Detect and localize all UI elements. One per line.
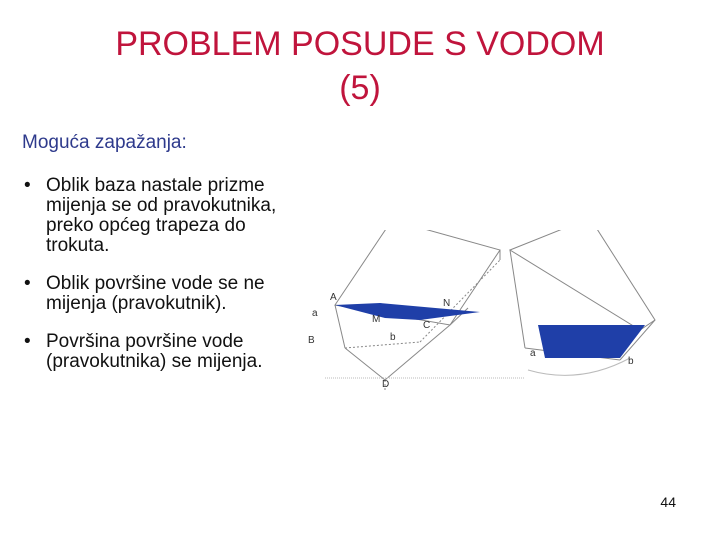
label-C: C — [423, 320, 431, 331]
prism-edge — [345, 348, 385, 380]
prism-edge — [335, 305, 345, 348]
tilted-prism-figure — [300, 230, 660, 400]
label-N: N — [443, 298, 451, 309]
page-number: 44 — [660, 494, 676, 510]
prism-hidden-edge — [420, 260, 500, 342]
bullet-item — [22, 332, 282, 372]
label-M: M — [372, 314, 381, 325]
title-line-1: PROBLEM POSUDE S VODOM — [115, 25, 605, 63]
right-prism-face — [510, 230, 655, 330]
label-b: b — [390, 332, 396, 343]
bullet-item — [22, 176, 282, 256]
label-a: a — [312, 308, 318, 319]
right-prism-edge — [510, 250, 525, 348]
bullet-dot-icon: • — [24, 273, 31, 294]
label-D: D — [382, 379, 390, 390]
bullet-dot-icon: • — [24, 331, 31, 352]
bullet-text: Oblik baza nastale prizme mijenja se od pravokutnika, preko općeg trapeza do trokuta. — [46, 175, 277, 256]
label-b-right: b — [628, 356, 634, 367]
label-B: B — [308, 335, 315, 346]
bullet-text: Površina površine vode (pravokutnika) se mijenja. — [46, 331, 263, 372]
right-prism-arc — [528, 358, 630, 375]
bullet-dot-icon: • — [24, 175, 31, 196]
slide-title — [0, 22, 720, 110]
title-line-2: (5) — [339, 69, 381, 107]
bullet-text: Oblik površine vode se ne mijenja (pravokutnik). — [46, 273, 265, 314]
label-A: A — [330, 292, 337, 303]
subtitle: Moguća zapažanja: — [22, 132, 187, 153]
prism-hidden-edge — [345, 342, 420, 348]
bullet-list — [22, 176, 282, 390]
bullet-item — [22, 274, 282, 314]
right-water-surface — [538, 325, 645, 358]
label-a-right: a — [530, 348, 536, 359]
